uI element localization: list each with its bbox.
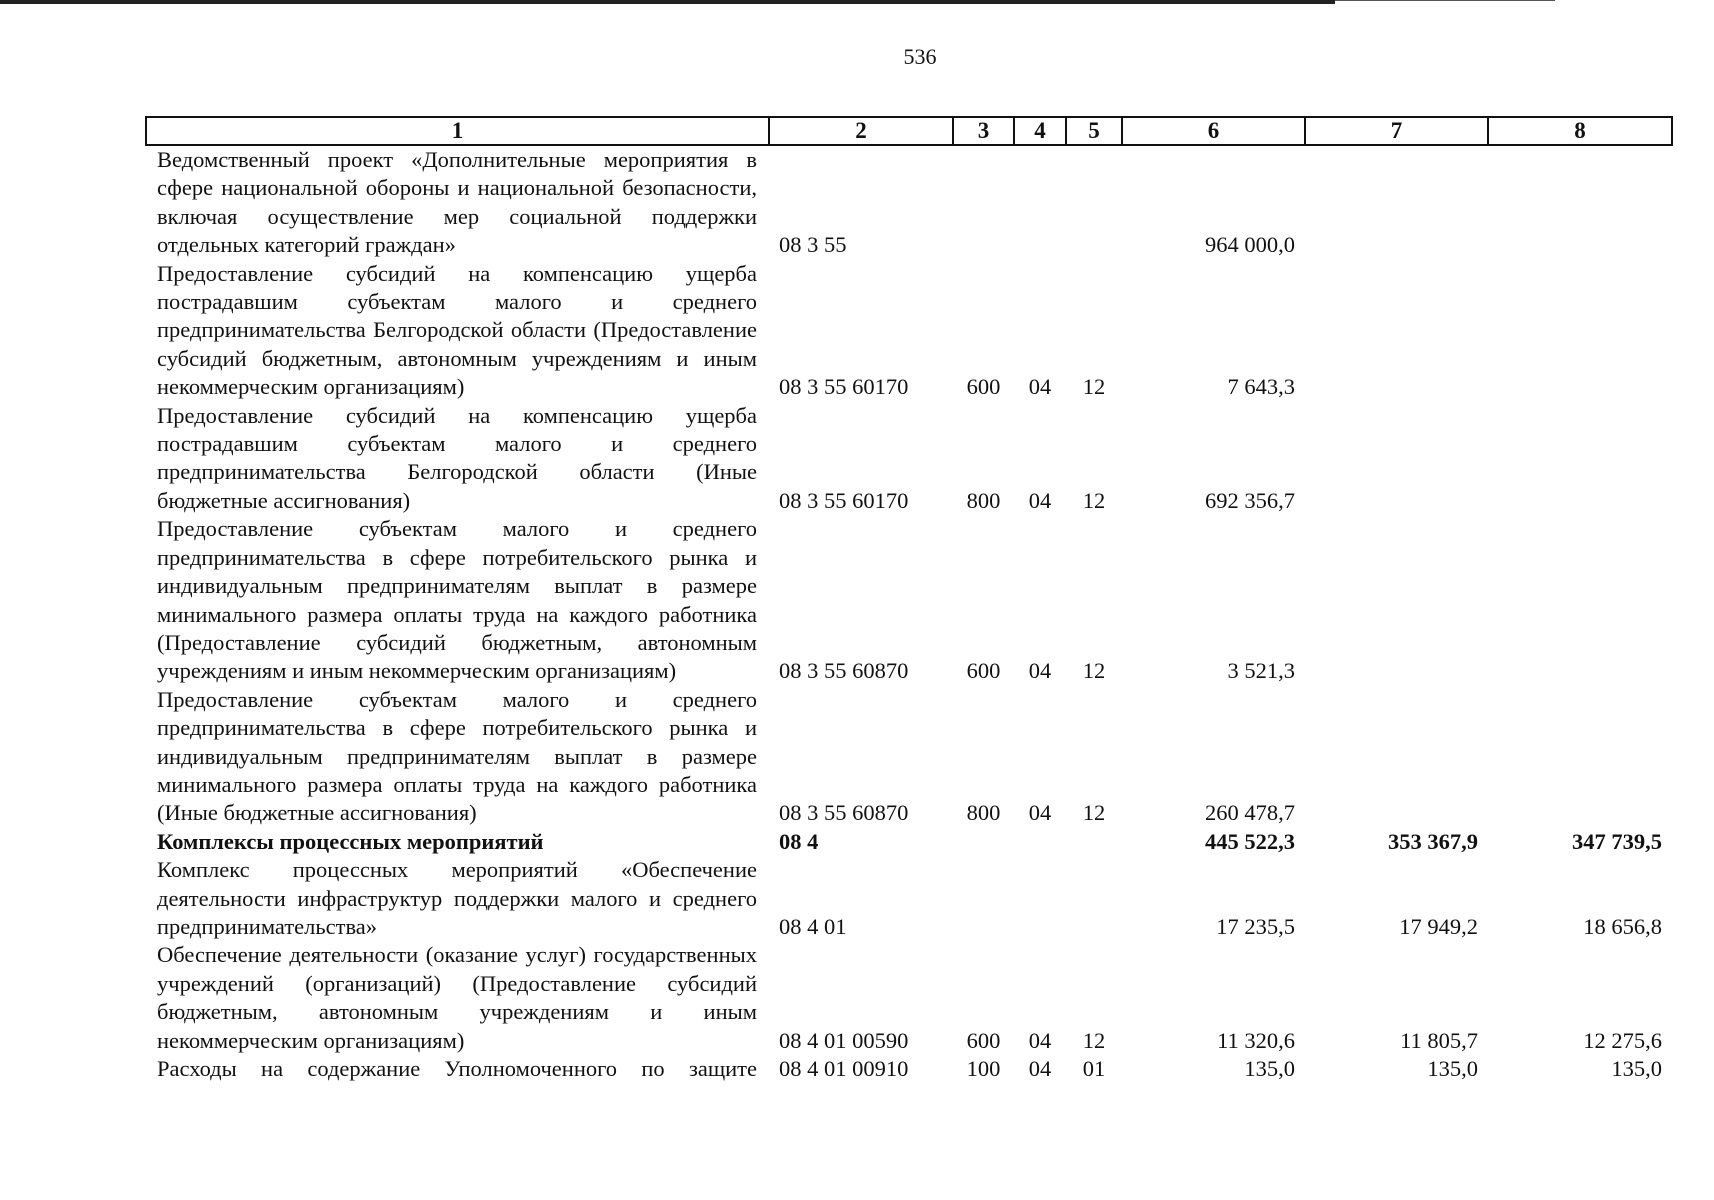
scan-top-border-thin — [1335, 0, 1555, 1]
row-name: Комплексы процессных мероприятий — [157, 828, 544, 854]
row-value-7: 353 367,9 — [1388, 828, 1478, 854]
table-row — [146, 1055, 1672, 1083]
row-value-8 — [1488, 515, 1672, 685]
row-name: Предоставление субсидий на компенсацию ущерба пострадавшим субъектам малого и среднего предпринимательства Белгородской области (Иные бюджетные ассигнования) — [157, 402, 757, 513]
row-code: 08 4 01 — [779, 913, 847, 939]
row-rz: 04 — [1028, 1056, 1052, 1081]
row-pr: 12 — [1082, 374, 1106, 400]
row-vr: 600 — [966, 658, 1001, 684]
row-value-8: 135,0 — [1611, 1056, 1662, 1081]
row-value-6: 260 478,7 — [1205, 800, 1295, 826]
row-value-6: 445 522,3 — [1205, 828, 1295, 854]
row-name: Предоставление субсидий на компенсацию ущерба пострадавшим субъектам малого и среднего предпринимательства Белгородской области (Предоставление субсидий бюджетным, автономным учреждениям и иным некоммерческим организациям) — [157, 260, 757, 400]
table-row — [146, 402, 1672, 516]
row-rz: 04 — [1028, 800, 1052, 826]
row-vr: 100 — [966, 1056, 1001, 1081]
row-rz — [1014, 145, 1066, 260]
header-col-6: 6 — [1122, 117, 1305, 145]
row-code: 08 3 55 60870 — [779, 658, 909, 684]
row-value-7: 11 805,7 — [1400, 1027, 1478, 1053]
header-col-3: 3 — [953, 117, 1014, 145]
row-pr: 12 — [1082, 800, 1106, 826]
row-value-6: 964 000,0 — [1205, 232, 1295, 258]
row-rz: 04 — [1028, 487, 1052, 513]
row-value-6: 7 643,3 — [1227, 374, 1295, 400]
row-pr — [1066, 828, 1122, 856]
row-rz: 04 — [1028, 374, 1052, 400]
row-value-6: 17 235,5 — [1216, 913, 1295, 939]
row-name: Обеспечение деятельности (оказание услуг) государственных учреждений (организаций) (Предоставление субсидий бюджетным, автономным учреждениям и иным некоммерческим организациям) — [157, 942, 757, 1053]
header-col-8: 8 — [1488, 117, 1672, 145]
row-value-8 — [1488, 402, 1672, 516]
row-name: Предоставление субъектам малого и среднего предпринимательства в сфере потребительского рынка и индивидуальным предпринимателям выплат в размере минимального размера оплаты труда на каждого работника (Иные бюджетные ассигнования) — [157, 686, 757, 826]
row-name: Ведомственный проект «Дополнительные мероприятия в сфере национальной обороны и национальной безопасности, включая осуществление мер социальной поддержки отдельных категорий граждан» — [157, 147, 757, 258]
row-rz — [1014, 856, 1066, 941]
row-value-7 — [1305, 260, 1488, 402]
row-vr — [953, 828, 1014, 856]
row-value-6: 135,0 — [1244, 1056, 1295, 1081]
row-code: 08 4 — [779, 828, 819, 854]
row-value-7 — [1305, 145, 1488, 260]
row-code: 08 4 01 00590 — [779, 1027, 909, 1053]
row-value-8: 347 739,5 — [1572, 828, 1662, 854]
row-pr — [1066, 145, 1122, 260]
row-value-8: 12 275,6 — [1583, 1027, 1662, 1053]
row-rz: 04 — [1028, 1027, 1052, 1053]
header-col-2: 2 — [769, 117, 953, 145]
table-row — [146, 515, 1672, 685]
header-col-5: 5 — [1066, 117, 1122, 145]
table-row — [146, 828, 1672, 856]
row-vr: 600 — [966, 1027, 1001, 1053]
row-name: Расходы на содержание Уполномоченного по защите — [157, 1056, 757, 1081]
row-code: 08 4 01 00910 — [779, 1056, 909, 1081]
table-body — [146, 145, 1672, 1083]
row-value-7 — [1305, 515, 1488, 685]
header-col-7: 7 — [1305, 117, 1488, 145]
row-value-7: 17 949,2 — [1399, 913, 1478, 939]
row-vr: 800 — [966, 487, 1001, 513]
row-pr: 12 — [1082, 487, 1106, 513]
scan-top-border — [0, 0, 1335, 4]
row-rz — [1014, 828, 1066, 856]
row-pr — [1066, 856, 1122, 941]
header-row — [146, 117, 1672, 145]
table-row — [146, 260, 1672, 402]
header-col-1: 1 — [146, 117, 769, 145]
row-code: 08 3 55 60170 — [779, 374, 909, 400]
row-value-7 — [1305, 686, 1488, 828]
row-value-8 — [1488, 145, 1672, 260]
row-pr: 12 — [1082, 1027, 1106, 1053]
row-value-6: 3 521,3 — [1227, 658, 1295, 684]
table-row — [146, 145, 1672, 260]
row-vr — [953, 145, 1014, 260]
header-col-4: 4 — [1014, 117, 1066, 145]
row-vr — [953, 856, 1014, 941]
row-name: Комплекс процессных мероприятий «Обеспечение деятельности инфраструктур поддержки малого и среднего предпринимательства» — [157, 857, 757, 939]
table-row — [146, 686, 1672, 828]
row-value-6: 692 356,7 — [1205, 487, 1295, 513]
row-value-8: 18 656,8 — [1583, 913, 1662, 939]
row-code: 08 3 55 — [779, 232, 847, 258]
budget-table — [145, 116, 1673, 1083]
row-value-8 — [1488, 260, 1672, 402]
row-code: 08 3 55 60170 — [779, 487, 909, 513]
page-number: 536 — [903, 44, 937, 69]
row-code: 08 3 55 60870 — [779, 800, 909, 826]
row-rz: 04 — [1028, 658, 1052, 684]
row-vr: 600 — [966, 374, 1001, 400]
row-value-6: 11 320,6 — [1217, 1027, 1295, 1053]
row-vr: 800 — [966, 800, 1001, 826]
row-value-7 — [1305, 402, 1488, 516]
table-row — [146, 856, 1672, 941]
row-value-8 — [1488, 686, 1672, 828]
row-name: Предоставление субъектам малого и среднего предпринимательства в сфере потребительского рынка и индивидуальным предпринимателям выплат в размере минимального размера оплаты труда на каждого работника (Предоставление субсидий бюджетным, автономным учреждениям и иным некоммерческим организациям) — [157, 516, 757, 684]
table-row — [146, 941, 1672, 1055]
row-value-7: 135,0 — [1427, 1056, 1478, 1081]
row-pr: 12 — [1082, 658, 1106, 684]
row-pr: 01 — [1082, 1056, 1106, 1081]
